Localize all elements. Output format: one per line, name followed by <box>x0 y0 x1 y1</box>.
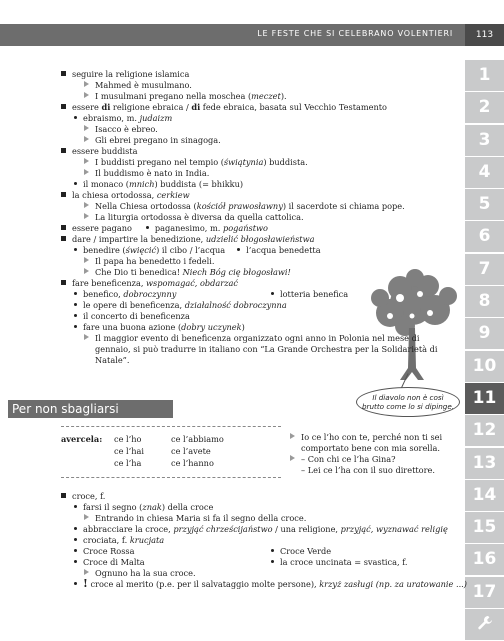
square-bullet-icon <box>61 236 66 241</box>
list-item <box>61 190 190 200</box>
list-item <box>74 289 176 299</box>
list-item <box>84 568 196 578</box>
text: Il maggior evento di beneficenza organizzato ogni anno in Polonia nel mese di <box>95 333 420 343</box>
list-item <box>61 278 238 288</box>
text: meczet <box>251 91 281 101</box>
list-item <box>74 535 164 545</box>
square-bullet-icon <box>61 225 66 230</box>
text: krucjata <box>129 535 165 545</box>
text: Isacco è ebreo. <box>95 124 158 134</box>
arrow-icon <box>84 268 89 274</box>
list-item <box>84 201 405 211</box>
text: ). <box>280 91 287 101</box>
list-item <box>61 491 105 501</box>
list-item <box>84 80 192 90</box>
arrow-icon <box>84 202 89 208</box>
text: gennaio, si può tradurre in italiano con “La Grande Orchestra per la Solidarietà di <box>95 344 438 354</box>
conjugation-label: avercela: <box>61 434 103 444</box>
dot-bullet-icon <box>74 248 77 251</box>
arrow-icon <box>84 136 89 142</box>
text: udzielić błogosławieństwa <box>205 234 315 244</box>
chapter-tabs <box>465 60 504 641</box>
dot-bullet-icon <box>146 226 149 229</box>
bubble-text: brutto come lo si dipinge. <box>361 402 455 411</box>
text: krzyż zasługi (np. za uratowanie ...) <box>319 579 467 589</box>
list-item <box>84 212 304 222</box>
text: croce al merito (p.e. per il salvataggio molte persone), <box>87 579 320 589</box>
text: fare beneficenza, <box>72 278 147 288</box>
tab-3[interactable]: 3 <box>465 125 504 156</box>
arrow-icon <box>84 92 89 98</box>
arrow-icon <box>84 334 89 340</box>
list-item <box>74 300 287 310</box>
conj-form: ce l’hanno <box>171 458 214 468</box>
square-bullet-icon <box>61 71 66 76</box>
dot-bullet-icon <box>74 505 77 508</box>
list-item <box>271 557 408 567</box>
text: essere <box>72 102 102 112</box>
list-item <box>84 267 291 277</box>
dot-bullet-icon <box>74 582 77 585</box>
tab-9[interactable]: 9 <box>465 318 504 349</box>
bubble-text: Il diavolo non è così <box>372 393 444 402</box>
square-bullet-icon <box>61 104 66 109</box>
tab-2[interactable]: 2 <box>465 92 504 123</box>
page-number: 113 <box>465 24 504 46</box>
dot-bullet-icon <box>237 248 240 251</box>
text: abbracciare la croce, <box>83 524 174 534</box>
text: Mahmed è musulmano. <box>95 80 192 90</box>
square-bullet-icon <box>61 493 66 498</box>
text: benefico, <box>83 289 124 299</box>
text: świątynia <box>223 157 264 167</box>
text: ) della croce <box>161 502 214 512</box>
list-item <box>84 135 221 145</box>
conj-form: ce l’abbiamo <box>171 434 224 444</box>
text: dobry uczynek <box>181 322 242 332</box>
list-item <box>74 579 467 589</box>
text: lotteria benefica <box>280 289 349 299</box>
text: judaizm <box>139 113 173 123</box>
dot-bullet-icon <box>74 325 77 328</box>
example-line: comportato bene con mia sorella. <box>301 443 441 453</box>
text: wspomagać, obdarzać <box>146 278 238 288</box>
example-line <box>290 454 396 464</box>
text: ) buddista. <box>263 157 308 167</box>
exclamation-mark: ! <box>83 577 88 590</box>
tab-5[interactable]: 5 <box>465 189 504 220</box>
text: ) il sacerdote si chiama pope. <box>282 201 405 211</box>
text: paganesimo, m. <box>154 223 223 233</box>
text: essere pagano <box>72 223 132 233</box>
example-line: – Lei ce l’ha con il suo direttore. <box>301 465 435 475</box>
dot-bullet-icon <box>74 560 77 563</box>
text: Gli ebrei pregano in sinagoga. <box>95 135 221 145</box>
text: I musulmani pregano nella moschea ( <box>95 91 252 101</box>
list-item <box>84 256 215 266</box>
dot-bullet-icon <box>74 303 77 306</box>
text: przyjąć, wyznawać religię <box>340 524 448 534</box>
example-line <box>290 432 442 442</box>
list-item <box>74 524 448 534</box>
tab-11-active[interactable]: 11 <box>465 383 504 414</box>
square-bullet-icon <box>61 280 66 285</box>
wrench-icon[interactable] <box>465 609 504 640</box>
list-item <box>74 113 172 123</box>
list-item <box>74 245 321 255</box>
text: Croce di Malta <box>83 557 145 567</box>
text: religione ebraica / <box>110 102 192 112</box>
dot-bullet-icon <box>74 527 77 530</box>
list-item <box>84 333 419 343</box>
list-item <box>95 355 129 365</box>
text: ) buddista (= bhikku) <box>154 179 244 189</box>
text: Il buddismo è nato in India. <box>95 168 210 178</box>
dot-bullet-icon <box>271 292 274 295</box>
text: il monaco ( <box>83 179 129 189</box>
text: przyjąć chrześcijaństwo <box>173 524 273 534</box>
list-item <box>74 502 213 512</box>
tab-14[interactable]: 14 <box>465 480 504 511</box>
text: mnich <box>129 179 155 189</box>
text: Entrando in chiesa Maria si fa il segno della croce. <box>95 513 307 523</box>
speech-bubble <box>356 387 460 417</box>
list-item <box>61 69 189 79</box>
text: farsi il segno ( <box>83 502 143 512</box>
text: działalność dobroczynna <box>184 300 287 310</box>
arrow-icon <box>84 514 89 520</box>
list-item <box>74 557 145 567</box>
list-item <box>74 546 135 556</box>
list-item <box>61 146 137 156</box>
square-bullet-icon <box>61 148 66 153</box>
list-item <box>84 157 308 167</box>
text: cerkiew <box>156 190 190 200</box>
list-item <box>61 234 314 244</box>
conjugation-table <box>61 426 281 478</box>
conj-form: ce l’avete <box>171 446 211 456</box>
arrow-icon <box>84 213 89 219</box>
text: Il papa ha benedetto i fedeli. <box>95 256 215 266</box>
text: Che Dio ti benedica! <box>95 267 183 277</box>
tab-1[interactable]: 1 <box>465 60 504 91</box>
text: dare / impartire la benedizione, <box>72 234 206 244</box>
text: Io ce l’ho con te, perché non ti sei <box>301 432 443 442</box>
text: ebraismo, m. <box>83 113 140 123</box>
tab-8[interactable]: 8 <box>465 286 504 317</box>
dot-bullet-icon <box>74 538 77 541</box>
text: Croce Verde <box>280 546 332 556</box>
text: – Con chi ce l’ha Gina? <box>301 454 396 464</box>
text: La liturgia ortodossa è diversa da quella cattolica. <box>95 212 304 222</box>
list-item <box>84 513 306 523</box>
dot-bullet-icon <box>74 549 77 552</box>
header-title: LE FESTE CHE SI CELEBRANO VOLENTIERI <box>257 29 453 38</box>
tab-4[interactable]: 4 <box>465 157 504 188</box>
text: fede ebraica, basata sul Vecchio Testamento <box>200 102 387 112</box>
text: le opere di beneficenza, <box>83 300 185 310</box>
arrow-icon <box>84 169 89 175</box>
text: il concerto di beneficenza <box>83 311 190 321</box>
list-item <box>271 289 348 299</box>
arrow-icon <box>84 257 89 263</box>
conj-form: ce l’hai <box>114 446 145 456</box>
tab-16[interactable]: 16 <box>465 544 504 575</box>
tab-13[interactable]: 13 <box>465 448 504 479</box>
dot-bullet-icon <box>271 549 274 552</box>
text: benedire ( <box>83 245 126 255</box>
dot-bullet-icon <box>74 182 77 185</box>
list-item <box>95 344 437 354</box>
tab-17[interactable]: 17 <box>465 577 504 608</box>
tab-10[interactable]: 10 <box>465 351 504 382</box>
text: święcić <box>125 245 157 255</box>
text: di <box>191 102 201 112</box>
text: essere buddista <box>72 146 138 156</box>
conj-form: ce l’ho <box>114 434 142 444</box>
wrench-svg <box>477 615 493 631</box>
list-item <box>271 546 331 556</box>
arrow-icon <box>84 158 89 164</box>
list-item <box>84 91 287 101</box>
text: pogaństwo <box>222 223 268 233</box>
dot-bullet-icon <box>74 116 77 119</box>
text: la croce uncinata = svastica, f. <box>280 557 408 567</box>
text: dobroczynny <box>123 289 177 299</box>
list-item <box>74 179 243 189</box>
text: kościół prawosławny <box>196 201 283 211</box>
list-item <box>84 168 209 178</box>
dot-bullet-icon <box>271 560 274 563</box>
text: Niech Bóg cię błogosławi! <box>182 267 291 277</box>
list-item <box>84 124 158 134</box>
text: Natale”. <box>95 355 130 365</box>
tab-12[interactable]: 12 <box>465 415 504 446</box>
tab-6[interactable]: 6 <box>465 221 504 252</box>
section-title: Per non sbagliarsi <box>8 400 173 418</box>
text: Croce Rossa <box>83 546 135 556</box>
text: seguire la religione islamica <box>72 69 190 79</box>
list-item <box>74 322 245 332</box>
conj-form: ce l’ha <box>114 458 142 468</box>
square-bullet-icon <box>61 192 66 197</box>
text: la chiesa ortodossa, <box>72 190 157 200</box>
text: crociata, f. <box>83 535 130 545</box>
list-item <box>61 102 387 112</box>
tab-7[interactable]: 7 <box>465 254 504 285</box>
arrow-icon <box>290 455 295 461</box>
text: ) il cibo / l’acqua <box>156 245 226 255</box>
text: I buddisti pregano nel tempio ( <box>95 157 224 167</box>
text: croce, f. <box>72 491 106 501</box>
arrow-icon <box>84 125 89 131</box>
tab-15[interactable]: 15 <box>465 512 504 543</box>
text: znak <box>142 502 162 512</box>
text: Nella Chiesa ortodossa ( <box>95 201 197 211</box>
text: / una religione, <box>272 524 341 534</box>
arrow-icon <box>84 569 89 575</box>
list-item <box>74 311 190 321</box>
text: di <box>101 102 111 112</box>
text: fare una buona azione ( <box>83 322 182 332</box>
text: l’acqua benedetta <box>246 245 321 255</box>
arrow-icon <box>84 81 89 87</box>
text: ) <box>241 322 245 332</box>
arrow-icon <box>290 433 295 439</box>
dot-bullet-icon <box>74 314 77 317</box>
list-item <box>61 223 268 233</box>
text: Ognuno ha la sua croce. <box>95 568 196 578</box>
dot-bullet-icon <box>74 292 77 295</box>
